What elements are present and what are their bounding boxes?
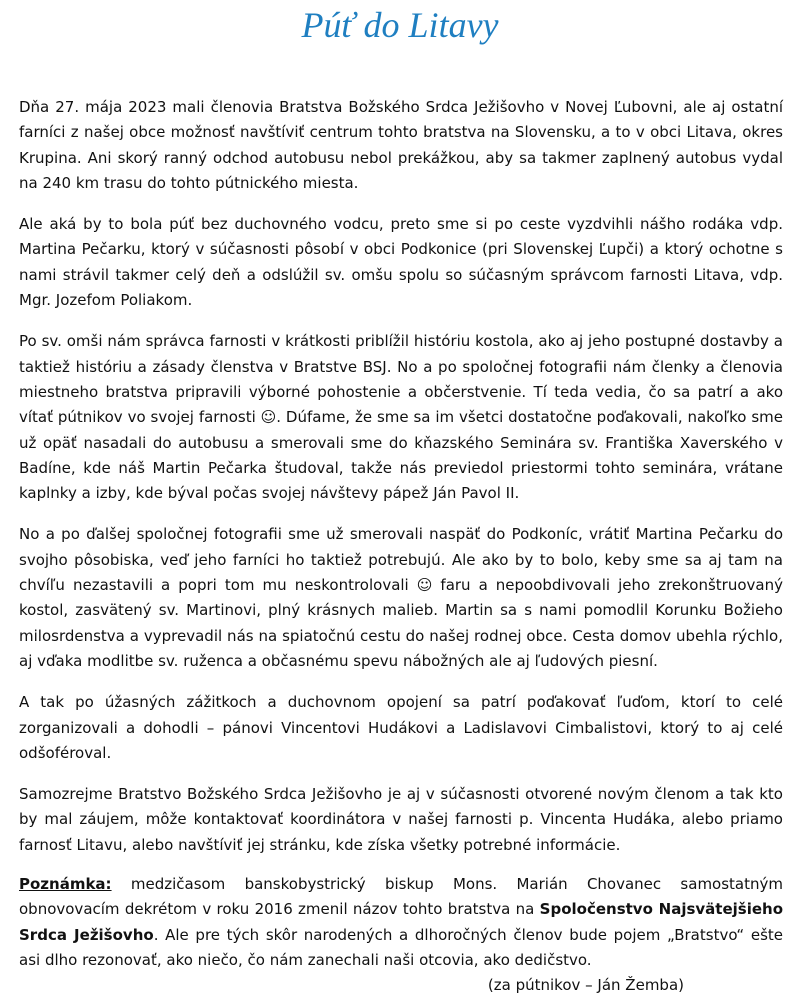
paragraph-intro: Dňa 27. mája 2023 mali členovia Bratstva Božského Srdca Ježišovho v Novej Ľubovni, ale aj ostatní farníci z našej obce možnosť navštíviť centrum tohto bratstva na Slovensku, a to v obci Litava, okres Krupina. Ani skorý ranný odchod autobusu nebol prekážkou, aby sa takmer zaplnený autobus vydal na 240 km trasu do tohto pútnického miesta. <box>19 98 783 192</box>
paragraph-spiritual-leader: Ale aká by to bola púť bez duchovného vodcu, preto sme si po ceste vyzdvihli nášho rodáka vdp. Martina Pečarku, ktorý v súčasnosti pôsobí v obci Podkonice (pri Slovenskej Ľupči) a ktorý ochotne s nami strávil takmer celý deň a odslúžil sv. omšu spolu so súčasným správcom farnosti Litava, vdp. Mgr. Jozefom Poliakom. <box>19 215 783 310</box>
paragraph-thanks: A tak po úžasných zážitkoch a duchovnom opojení sa patrí poďakovať ľuďom, ktorí to celé zorganizovali a dohodli – pánovi Vincentovi Hudákovi a Ladislavovi Cimbalistovi, ktorý to aj celé odšoféroval. <box>19 693 783 762</box>
note-text-before: medzičasom banskobystrický biskup Mons. Marián Chovanec samostatným obnovovacím dekrétom v roku 2016 zmenil názov tohto bratstva na <box>19 875 783 919</box>
note-bold-name: Spoločenstvo Najsvätejšieho Srdca Ježišovho <box>19 900 783 944</box>
note-text-after: . Ale pre tých skôr narodených a dlhoročných členov bude pojem „Bratstvo“ ešte asi dlho rezonovať, ako niečo, čo nám zanechali naši otcovia, ako dedičstvo. <box>19 925 783 969</box>
note-label: Poznámka: <box>19 875 112 894</box>
paragraph-podkonice: No a po ďalšej spoločnej fotografii sme už smerovali naspäť do Podkoníc, vrátiť Martina Pečarku do svojho pôsobiska, veď jeho farníci ho taktiež potrebujú. Ale ako by to bolo, keby sme sa aj tam na chvíľu nezastavili a popri tom mu neskontrolovali ☺ faru a nepoobdivovali jeho zrekonštruovaný kostol, zasvätený sv. Martinovi, plný krásnych malieb. Martin sa s nami pomodlil Korunku Božieho milosrdenstva a vyprevadil nás na spiatočnú cestu do našej rodnej obce. Cesta domov ubehla rýchlo, aj vďaka modlitbe sv. ruženca a občasnému spevu nábožných ale aj ľudových piesní. <box>19 525 783 670</box>
note-paragraph <box>19 872 783 973</box>
article-body <box>19 95 783 999</box>
paragraph-membership: Samozrejme Bratstvo Božského Srdca Ježišovho je aj v súčasnosti otvorené novým členom a tak kto by mal záujem, môže kontaktovať koordinátora v našej farnosti p. Vincenta Hudáka, alebo priamo farnosť Litavu, alebo navštíviť jej stránku, kde získa všetky potrebné informácie. <box>19 785 783 854</box>
paragraph-church-history: Po sv. omši nám správca farnosti v krátkosti priblížil históriu kostola, ako aj jeho postupné dostavby a taktiež históriu a zásady členstva v Bratstve BSJ. No a po spoločnej fotografii nám členky a členovia miestneho bratstva pripravili výborné pohostenie a občerstvenie. Tí teda vedia, čo sa patrí a ako vítať pútnikov vo svojej farnosti ☺. Dúfame, že sme sa im všetci dostatočne poďakovali, nakoľko sme už opäť nasadali do autobusu a smerovali sme do kňazského Seminára sv. Františka Xaverského v Badíne, kde náš Martin Pečarka študoval, takže nás previedol priestormi tohto seminára, vrátane kaplnky a izby, kde býval počas svojej návštevy pápež Ján Pavol II. <box>19 332 783 503</box>
page-title: Púť do Litavy <box>301 5 499 45</box>
signature: (za pútnikov – Ján Žemba) <box>487 976 684 995</box>
